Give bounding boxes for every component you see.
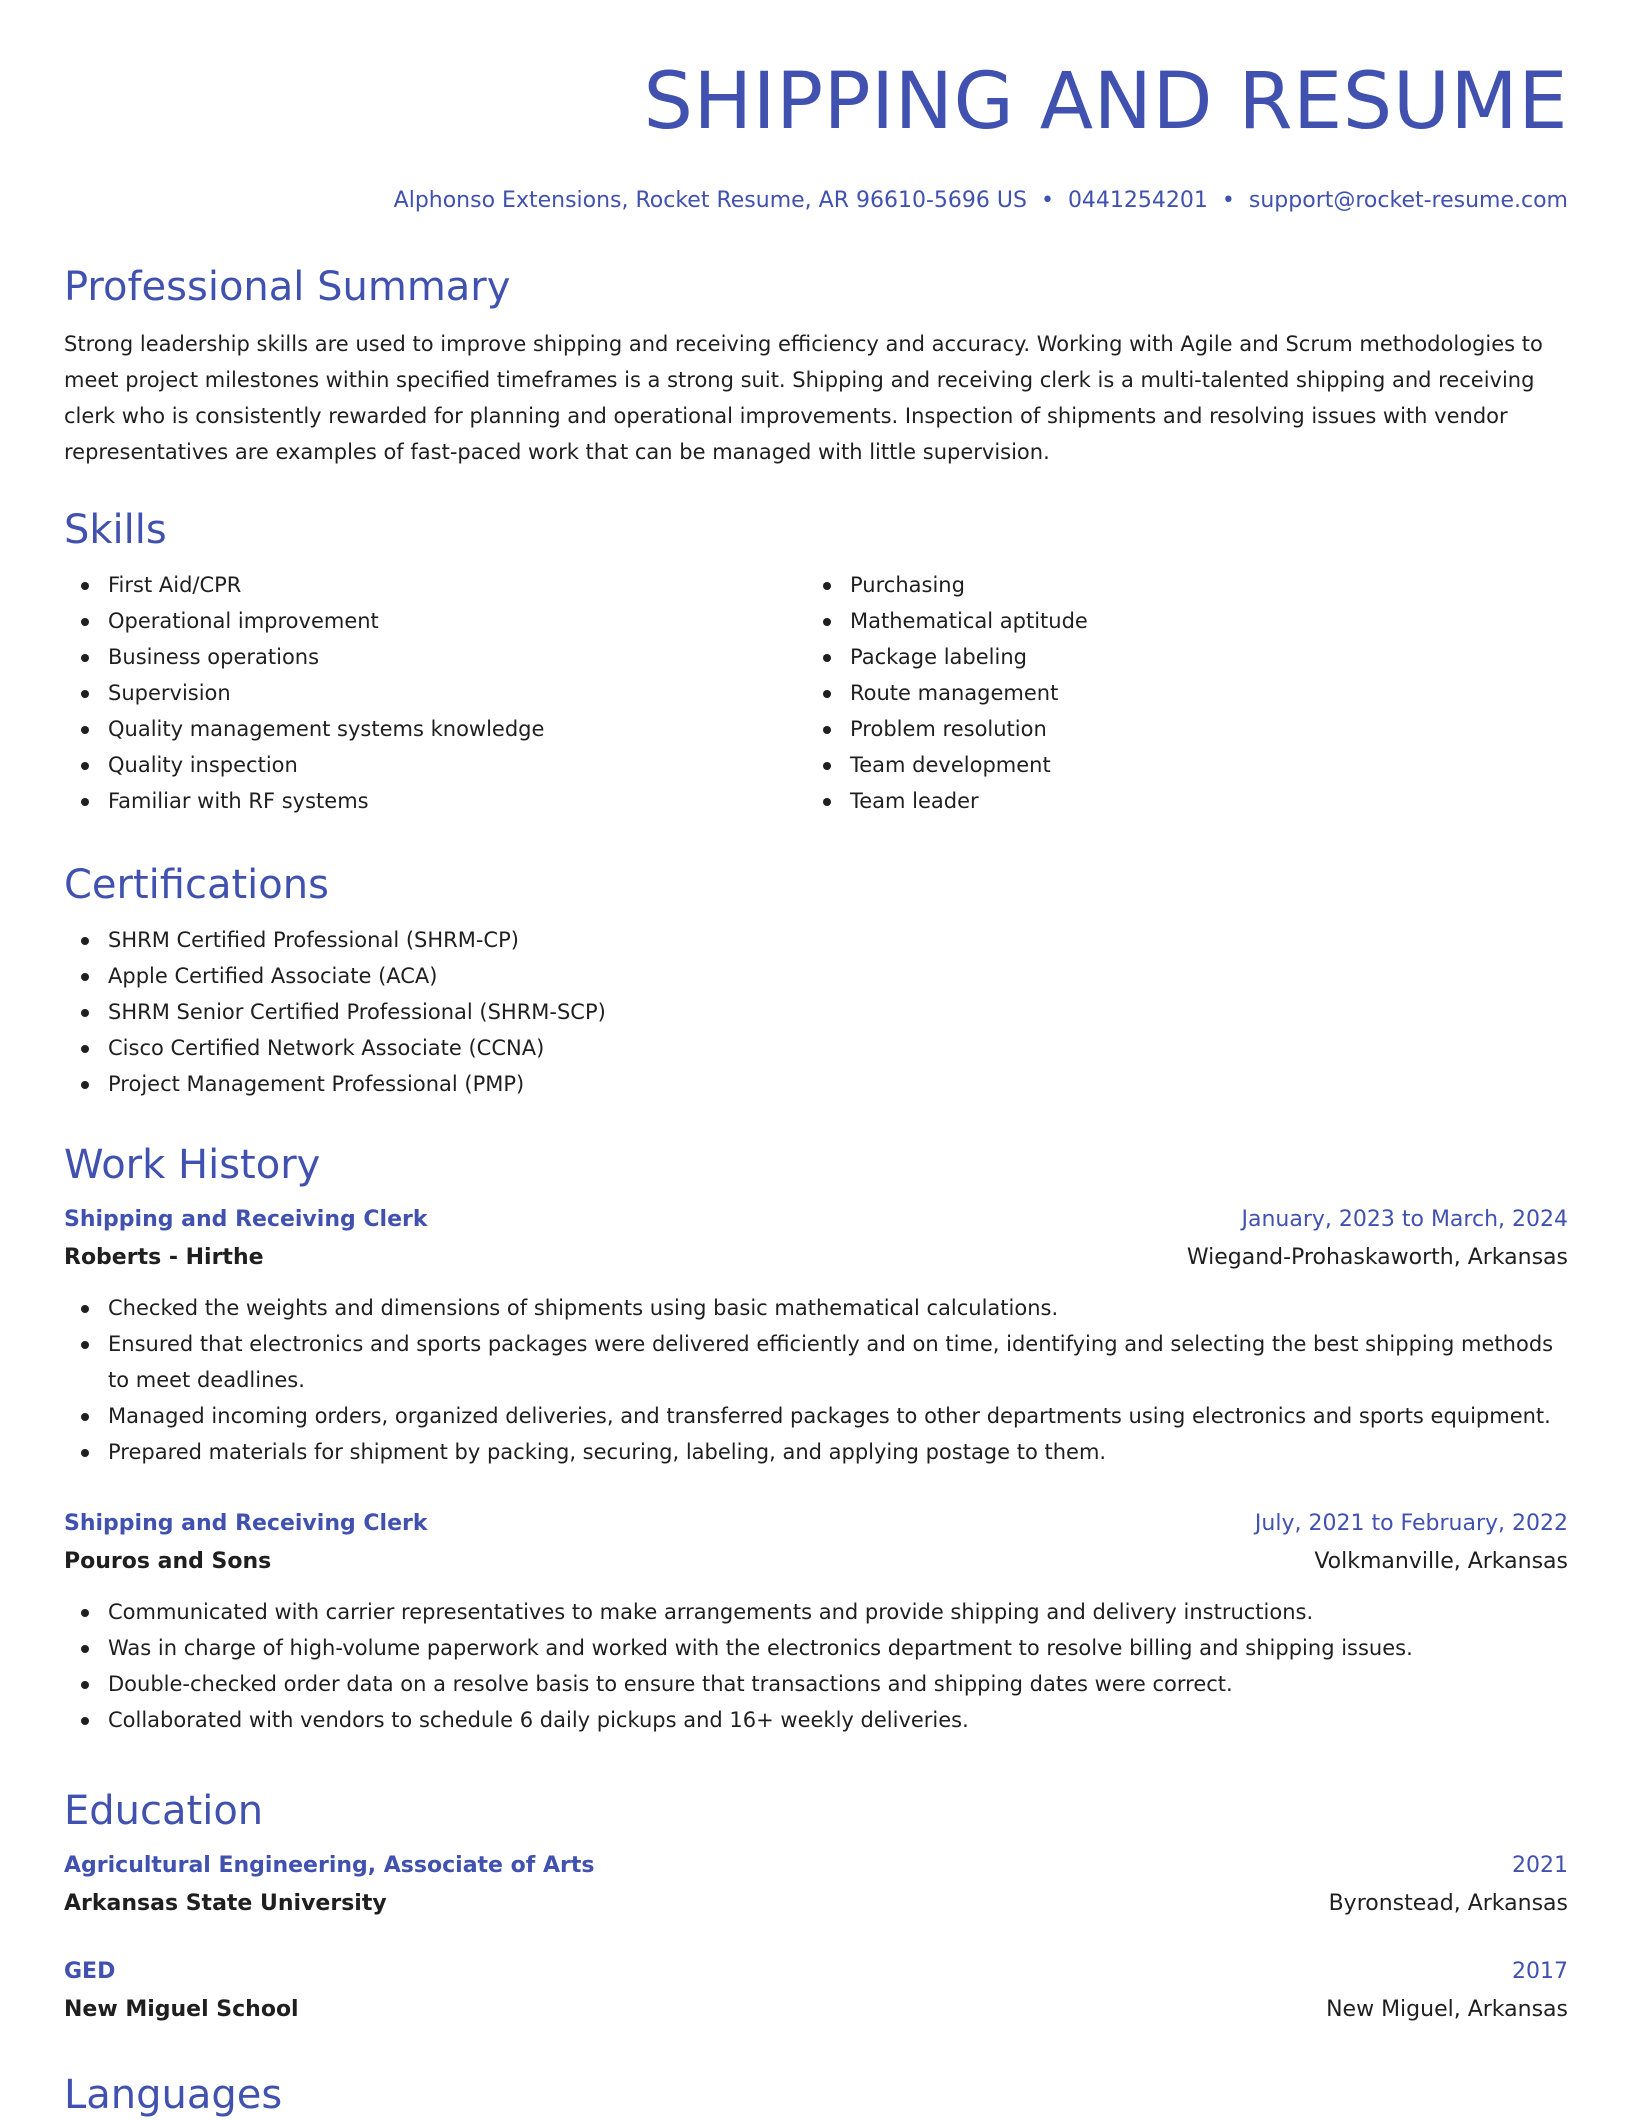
contact-phone: 0441254201	[1067, 188, 1208, 213]
job-bullet: Checked the weights and dimensions of shipments using basic mathematical calculations.	[64, 1290, 1568, 1326]
job-bullet: Collaborated with vendors to schedule 6 daily pickups and 16+ weekly deliveries.	[64, 1702, 1568, 1738]
skill-item: Problem resolution	[806, 711, 1548, 747]
skills-column-left	[64, 567, 806, 819]
education-location: Byronstead, Arkansas	[1328, 1891, 1568, 1916]
education-school: New Miguel School	[64, 1997, 299, 2022]
certification-item: Project Management Professional (PMP)	[64, 1066, 1568, 1102]
contact-address: Alphonso Extensions, Rocket Resume, AR 96610-5696 US	[393, 188, 1027, 213]
education-section	[64, 1786, 1568, 2030]
work-history-heading: Work History	[64, 1142, 321, 1188]
job-bullet: Was in charge of high-volume paperwork and worked with the electronics department to resolve billing and shipping issues.	[64, 1630, 1568, 1666]
summary-text: Strong leadership skills are used to improve shipping and receiving efficiency and accuracy. Working with Agile and Scrum methodologies to meet project milestones within specified timeframes is a strong suit. Shipping and receiving clerk is a multi-talented shipping and receiving clerk who is consistently rewarded for planning and operational improvements. Inspection of shipments and resolving issues with vendor representatives are examples of fast-paced work that can be managed with little supervision.	[64, 332, 1543, 464]
job-entry	[64, 1506, 1568, 1738]
skill-item: Business operations	[64, 639, 806, 675]
job-location: Wiegand-Prohaskaworth, Arkansas	[1186, 1245, 1568, 1270]
job-bullet: Prepared materials for shipment by packing, securing, labeling, and applying postage to them.	[64, 1434, 1568, 1470]
education-degree: GED	[64, 1959, 116, 1984]
work-history-section	[64, 1140, 1568, 1738]
job-location: Volkmanville, Arkansas	[1314, 1549, 1568, 1574]
education-year: 2021	[1512, 1853, 1568, 1878]
job-entry	[64, 1202, 1568, 1470]
languages-heading: Languages	[64, 2072, 283, 2118]
education-entry	[64, 1848, 1568, 1924]
job-company-row	[64, 1542, 1568, 1582]
education-location: New Miguel, Arkansas	[1326, 1997, 1568, 2022]
skill-item: Team leader	[806, 783, 1548, 819]
education-school-row	[64, 1990, 1568, 2030]
skill-item: Quality inspection	[64, 747, 806, 783]
job-bullets	[64, 1290, 1568, 1470]
job-company: Pouros and Sons	[64, 1549, 272, 1574]
job-header-row	[64, 1202, 1568, 1238]
certifications-section	[64, 860, 1568, 1102]
resume-title: SHIPPING AND RESUME	[643, 57, 1568, 147]
skill-item: Package labeling	[806, 639, 1548, 675]
job-bullet: Ensured that electronics and sports packages were delivered efficiently and on time, identifying and selecting the best shipping methods to meet deadlines.	[64, 1326, 1568, 1398]
skill-item: Mathematical aptitude	[806, 603, 1548, 639]
job-company: Roberts - Hirthe	[64, 1245, 264, 1270]
job-title: Shipping and Receiving Clerk	[64, 1207, 428, 1232]
contact-separator: •	[1040, 188, 1054, 213]
skill-item: Quality management systems knowledge	[64, 711, 806, 747]
education-degree: Agricultural Engineering, Associate of Arts	[64, 1853, 595, 1878]
skill-item: Route management	[806, 675, 1548, 711]
job-header-row	[64, 1506, 1568, 1542]
summary-section	[64, 262, 1568, 470]
skills-column-right	[806, 567, 1548, 819]
contact-separator: •	[1221, 188, 1235, 213]
skill-item: Familiar with RF systems	[64, 783, 806, 819]
job-bullets	[64, 1594, 1568, 1738]
job-dates: January, 2023 to March, 2024	[1241, 1207, 1568, 1232]
skills-heading: Skills	[64, 507, 167, 553]
education-header-row	[64, 1954, 1568, 1990]
skill-item: Purchasing	[806, 567, 1548, 603]
skill-item: First Aid/CPR	[64, 567, 806, 603]
education-school-row	[64, 1884, 1568, 1924]
job-bullet: Managed incoming orders, organized deliveries, and transferred packages to other departments using electronics and sports equipment.	[64, 1398, 1568, 1434]
certifications-list	[64, 922, 1568, 1102]
skill-item: Supervision	[64, 675, 806, 711]
summary-heading: Professional Summary	[64, 264, 511, 310]
job-dates: July, 2021 to February, 2022	[1254, 1511, 1568, 1536]
skills-section	[64, 505, 1568, 819]
languages-section	[64, 2070, 1568, 2120]
education-school: Arkansas State University	[64, 1891, 387, 1916]
education-entry	[64, 1954, 1568, 2030]
job-bullet: Communicated with carrier representatives to make arrangements and provide shipping and delivery instructions.	[64, 1594, 1568, 1630]
resume-page	[64, 0, 1568, 2118]
certification-item: SHRM Certified Professional (SHRM-CP)	[64, 922, 1568, 958]
education-header-row	[64, 1848, 1568, 1884]
contact-line	[64, 186, 1568, 216]
education-year: 2017	[1512, 1959, 1568, 1984]
certification-item: Apple Certified Associate (ACA)	[64, 958, 1568, 994]
job-bullet: Double-checked order data on a resolve basis to ensure that transactions and shipping dates were correct.	[64, 1666, 1568, 1702]
skills-grid	[64, 567, 1568, 819]
certifications-heading: Certifications	[64, 862, 329, 908]
skill-item: Operational improvement	[64, 603, 806, 639]
education-heading: Education	[64, 1788, 264, 1834]
certification-item: SHRM Senior Certified Professional (SHRM-SCP)	[64, 994, 1568, 1030]
job-company-row	[64, 1238, 1568, 1278]
job-title: Shipping and Receiving Clerk	[64, 1511, 428, 1536]
certification-item: Cisco Certified Network Associate (CCNA)	[64, 1030, 1568, 1066]
contact-email[interactable]: support@rocket-resume.com	[1248, 188, 1568, 213]
skill-item: Team development	[806, 747, 1548, 783]
